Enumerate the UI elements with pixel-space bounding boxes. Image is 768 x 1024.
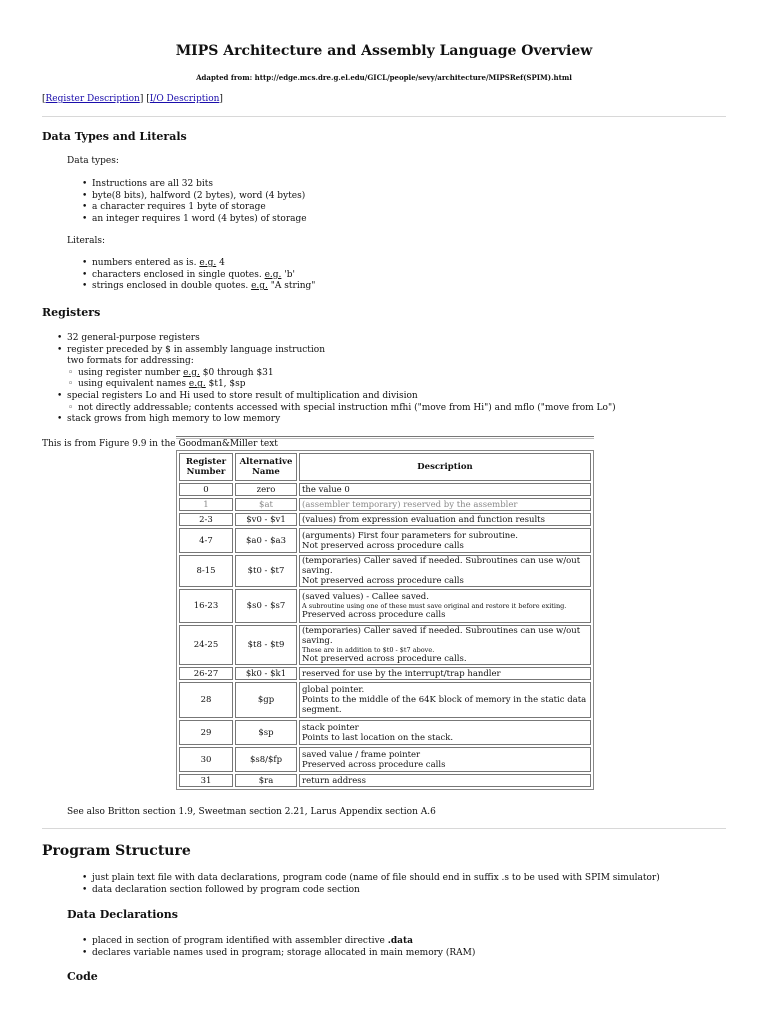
data-types-label: Data types: — [67, 156, 119, 166]
table-row — [179, 483, 591, 496]
register-description — [299, 555, 591, 587]
list-item — [82, 258, 315, 270]
register-number: 16-23 — [179, 589, 233, 623]
register-name: $ra — [235, 774, 297, 787]
io-description-link[interactable]: I/O Description — [149, 94, 220, 104]
register-name: $sp — [235, 720, 297, 745]
register-description: (values) from expression evaluation and function results — [299, 513, 591, 526]
eg-label: e.g. — [264, 269, 282, 280]
register-number: 24-25 — [179, 625, 233, 665]
sub-item-example: $0 through $31 — [202, 367, 274, 378]
directive-code: .data — [387, 936, 413, 946]
table-row — [179, 589, 591, 623]
table-row — [179, 555, 591, 587]
description-line: Points to the middle of the 64K block of memory in the static data segment. — [302, 695, 587, 715]
description-small-note: These are in addition to $t0 - $t7 above. — [302, 646, 435, 654]
list-item: • an integer requires 1 word (4 bytes) of storage — [82, 214, 307, 226]
register-name: $at — [235, 498, 297, 511]
sub-item-example: $t1, $sp — [208, 379, 246, 390]
section-heading-registers: Registers — [42, 306, 101, 319]
table-row — [179, 774, 591, 787]
literal-text: numbers entered as is. — [92, 258, 197, 268]
literal-text: strings enclosed in double quotes. — [92, 281, 249, 292]
register-number: 29 — [179, 720, 233, 745]
register-name: $t8 - $t9 — [235, 625, 297, 665]
description-line: (temporaries) Caller saved if needed. Subroutines can use w/out saving. — [302, 556, 581, 576]
list-item: • data declaration section followed by program code section — [82, 885, 660, 897]
eg-label: e.g. — [183, 367, 200, 378]
column-header: Description — [299, 453, 591, 481]
table-row — [179, 498, 591, 511]
page-title: MIPS Architecture and Assembly Language Overview — [175, 43, 593, 59]
data-types-list — [82, 179, 307, 225]
adapted-from-note: Adapted from: http://edge.mcs.dre.g.el.edu/GICL/people/sevy/architecture/MIPSRef(SPIM).html — [196, 73, 572, 82]
register-name: $v0 - $v1 — [235, 513, 297, 526]
column-header: Alternative Name — [235, 453, 297, 481]
see-also-note: See also Britton section 1.9, Sweetman section 2.21, Larus Appendix section A.6 — [67, 807, 436, 817]
table-header-row — [179, 453, 591, 481]
literal-example: "A string" — [270, 281, 316, 292]
list-item: • stack grows from high memory to low memory — [57, 414, 616, 426]
data-declarations-list — [82, 936, 475, 959]
register-number: 28 — [179, 682, 233, 718]
literals-label: Literals: — [67, 236, 105, 246]
description-small-note: A subroutine using one of these must save original and restore it before exiting. — [302, 602, 567, 610]
description-line: Points to last location on the stack. — [302, 732, 454, 743]
description-line: global pointer. — [302, 685, 365, 695]
column-header: Register Number — [179, 453, 233, 481]
section-heading-program-structure: Program Structure — [42, 843, 191, 859]
register-description: reserved for use by the interrupt/trap handler — [299, 667, 591, 680]
description-line: Not preserved across procedure calls. — [302, 654, 467, 664]
eg-label: e.g. — [199, 258, 217, 268]
register-number: 26-27 — [179, 667, 233, 680]
register-name: $k0 - $k1 — [235, 667, 297, 680]
literals-list — [82, 258, 315, 293]
literal-text: characters enclosed in single quotes. — [92, 269, 262, 280]
register-description — [299, 747, 591, 772]
list-item: • just plain text file with data declarations, program code (name of file should end in suffix .s to be used with SPIM simulator) — [82, 873, 660, 885]
list-item: • special registers Lo and Hi used to store result of multiplication and division — [57, 391, 616, 403]
register-description — [299, 720, 591, 745]
figure-note: This is from Figure 9.9 in the Goodman&Miller text — [42, 439, 278, 449]
sub-item-text: using register number — [78, 367, 181, 378]
register-table — [176, 450, 594, 790]
register-number: 31 — [179, 774, 233, 787]
register-number: 4-7 — [179, 528, 233, 553]
divider — [42, 828, 726, 829]
table-rule — [176, 436, 594, 439]
table-row — [179, 682, 591, 718]
register-description — [299, 625, 591, 665]
register-name: $s0 - $s7 — [235, 589, 297, 623]
description-line: Preserved across procedure calls — [302, 759, 446, 770]
list-item: • Instructions are all 32 bits — [82, 179, 307, 191]
sub-item-text: using equivalent names — [78, 379, 187, 390]
eg-label: e.g. — [251, 281, 268, 292]
register-number: 2-3 — [179, 513, 233, 526]
program-structure-list — [82, 873, 660, 896]
list-item — [82, 281, 315, 293]
section-heading-data-types: Data Types and Literals — [42, 130, 187, 143]
register-name: $a0 - $a3 — [235, 528, 297, 553]
list-item — [82, 270, 315, 282]
list-item: • declares variable names used in program; storage allocated in main memory (RAM) — [82, 948, 475, 960]
registers-list — [57, 333, 616, 426]
eg-label: e.g. — [188, 379, 206, 390]
register-name: $t0 - $t7 — [235, 555, 297, 587]
list-item: • 32 general-purpose registers — [57, 333, 616, 345]
nav-links: [Register Description] [I/O Description] — [42, 94, 223, 104]
table-row — [179, 747, 591, 772]
register-number: 30 — [179, 747, 233, 772]
register-description — [299, 528, 591, 553]
list-item: • byte(8 bits), halfword (2 bytes), word (4 bytes) — [82, 191, 307, 203]
register-description-link[interactable]: Register Description — [45, 94, 140, 104]
list-item-text: placed in section of program identified with assembler directive — [92, 936, 385, 946]
section-heading-code: Code — [67, 970, 98, 983]
register-description: the value 0 — [299, 483, 591, 496]
table-row — [179, 720, 591, 745]
register-number: 1 — [179, 498, 233, 511]
register-name: $gp — [235, 682, 297, 718]
literal-example: 'b' — [284, 269, 295, 280]
register-number: 8-15 — [179, 555, 233, 587]
list-item-continuation: two formats for addressing: — [67, 356, 194, 367]
register-description: (assembler temporary) reserved by the assembler — [299, 498, 591, 511]
table-row — [179, 625, 591, 665]
register-description: return address — [299, 774, 591, 787]
list-item: • register preceded by $ in assembly language instruction — [57, 345, 616, 357]
description-line: (saved values) - Callee saved. — [302, 592, 429, 602]
description-line: stack pointer — [302, 722, 359, 733]
section-heading-data-declarations: Data Declarations — [67, 908, 178, 921]
sub-list-item: ◦ not directly addressable; contents accessed with special instruction mfhi ("move from Hi") and mflo ("move from Lo") — [57, 403, 616, 415]
description-line: (arguments) First four parameters for subroutine. — [302, 530, 518, 541]
description-line: saved value / frame pointer — [302, 749, 421, 760]
divider — [42, 116, 726, 117]
register-name: $s8/$fp — [235, 747, 297, 772]
sub-list-item — [57, 368, 616, 380]
register-description — [299, 589, 591, 623]
table-row — [179, 667, 591, 680]
description-line: Preserved across procedure calls — [302, 610, 446, 620]
description-line: Not preserved across procedure calls — [302, 576, 464, 586]
register-name: zero — [235, 483, 297, 496]
sub-list-item — [57, 379, 616, 391]
list-item: • a character requires 1 byte of storage — [82, 202, 307, 214]
table-row — [179, 513, 591, 526]
list-item — [82, 936, 475, 948]
description-line: (temporaries) Caller saved if needed. Subroutines can use w/out saving. — [302, 626, 581, 646]
literal-example: 4 — [219, 258, 225, 268]
description-line: Not preserved across procedure calls — [302, 540, 464, 551]
register-number: 0 — [179, 483, 233, 496]
table-row — [179, 528, 591, 553]
register-description — [299, 682, 591, 718]
